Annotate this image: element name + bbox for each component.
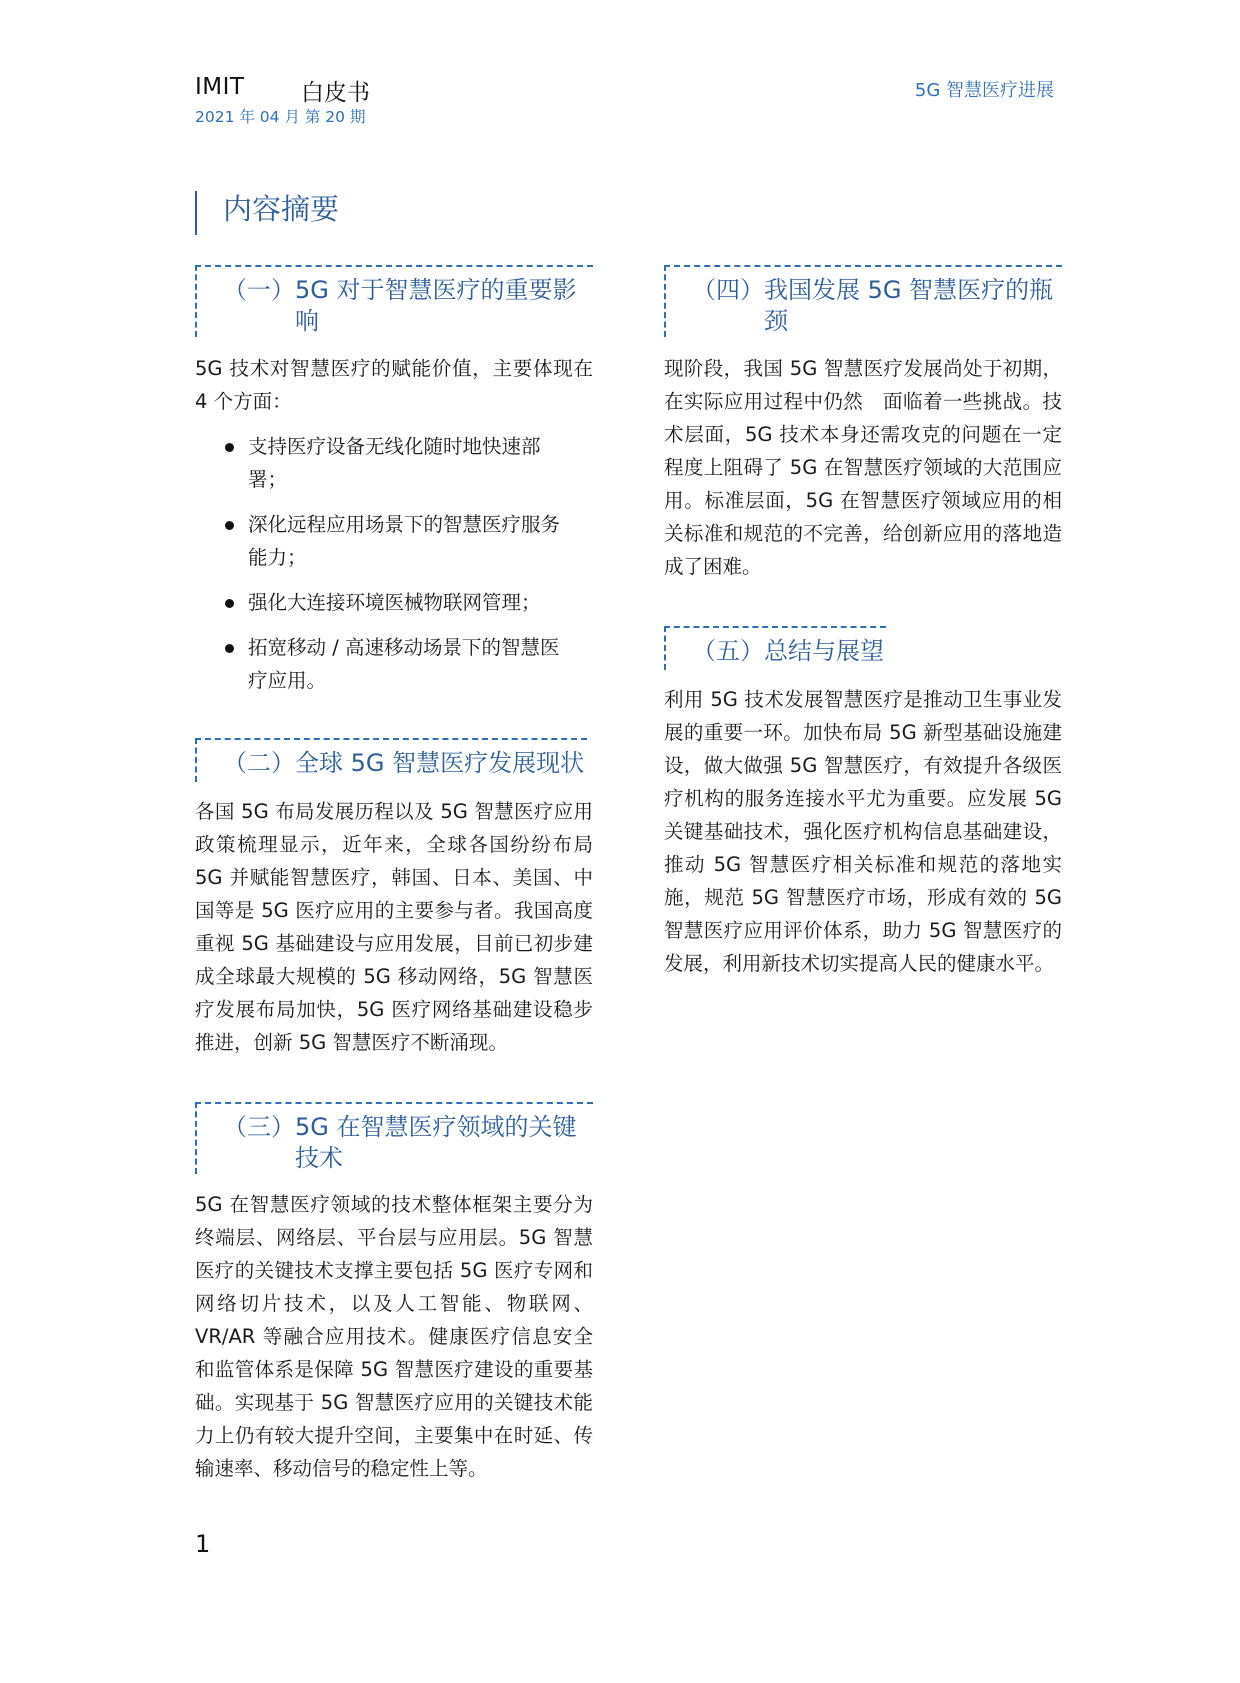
bullet-text: 强化大连接环境医械物联网管理； [248,591,541,614]
bullet-text: 支持医疗设备无线化随时地快速部署； [248,435,541,491]
section-1-bullet-list [195,430,565,709]
section-4-title: 我国发展 5G 智慧医疗的瓶颈 [764,276,1054,335]
list-item [195,430,565,496]
section-3-body: 5G 在智慧医疗领域的技术整体框架主要分为终端层、网络层、平台层与应用层。5G 智慧医疗的关键技术支撑主要包括 5G 医疗专网和网络切片技术，以及人工智能、物联网、VR/AR 等融合应用技术。健康医疗信息安全和监管体系是保障 5G 智慧医疗建设的重要基础。实现基于 5G 智慧医疗应用的关键技术能力上仍有较大提升空间，主要集中在时延、传输速率、移动信号的稳定性上等。 [195,1193,593,1480]
section-4-number: （四） [692,276,764,304]
issue-date: 2021 年 04 月 第 20 期 [195,108,366,126]
section-3-title: 5G 在智慧医疗领域的关键技术 [295,1113,577,1172]
bullet-text: 拓宽移动 / 高速移动场景下的智慧医疗应用。 [248,636,560,692]
section-5-number: （五） [692,637,764,665]
section-2-body: 各国 5G 布局发展历程以及 5G 智慧医疗应用政策梳理显示，近年来，全球各国纷纷布局 5G 并赋能智慧医疗，韩国、日本、美国、中国等是 5G 医疗应用的主要参与者。我国高度重视 5G 基础建设与应用发展，目前已初步建成全球最大规模的 5G 移动网络，5G 智慧医疗发展布局加快，5G 医疗网络基础建设稳步推进，创新 5G 智慧医疗不断涌现。 [195,800,593,1054]
list-item [195,631,565,697]
section-3-number: （三） [223,1113,295,1141]
section-2-title: 全球 5G 智慧医疗发展现状 [295,749,585,777]
section-1-heading [195,265,593,337]
bullet-icon [225,521,234,530]
section-5-heading [664,626,886,670]
section-3-heading [195,1102,593,1174]
section-1-number: （一） [223,276,295,304]
list-item [195,586,565,619]
section-5-title: 总结与展望 [764,637,884,665]
section-2-number: （二） [223,749,295,777]
org-name: IMIT [195,74,245,100]
bullet-icon [225,644,234,653]
section-2-heading [195,738,587,782]
section-5-body: 利用 5G 技术发展智慧医疗是推动卫生事业发展的重要一环。加快布局 5G 新型基础设施建设，做大做强 5G 智慧医疗，有效提升各级医疗机构的服务连接水平尤为重要。应发展 5G 关键基础技术，强化医疗机构信息基础建设，推动 5G 智慧医疗相关标准和规范的落地实施，规范 5G 智慧医疗市场，形成有效的 5G 智慧医疗应用评价体系，助力 5G 智慧医疗的发展，利用新技术切实提高人民的健康水平。 [664,688,1062,975]
page-number: 1 [195,1530,211,1558]
section-1-intro: 5G 技术对智慧医疗的赋能价值，主要体现在 4 个方面： [195,357,593,413]
bullet-icon [225,599,234,608]
section-1-title: 5G 对于智慧医疗的重要影响 [295,276,577,335]
section-4-body: 现阶段，我国 5G 智慧医疗发展尚处于初期，在实际应用过程中仍然 面临着一些挑战。技术层面，5G 技术本身还需攻克的问题在一定程度上阻碍了 5G 在智慧医疗领域的大范围应用。标准层面，5G 在智慧医疗领域应用的相关标准和规范的不完善，给创新应用的落地造成了困难。 [664,357,1062,578]
running-title: 5G 智慧医疗进展 [914,80,1054,101]
list-item [195,508,565,574]
bullet-text: 深化远程应用场景下的智慧医疗服务能力； [248,513,561,569]
summary-title: 内容摘要 [195,191,339,235]
section-4-heading [664,265,1062,337]
bullet-icon [225,443,234,452]
doc-type: 白皮书 [301,80,370,106]
